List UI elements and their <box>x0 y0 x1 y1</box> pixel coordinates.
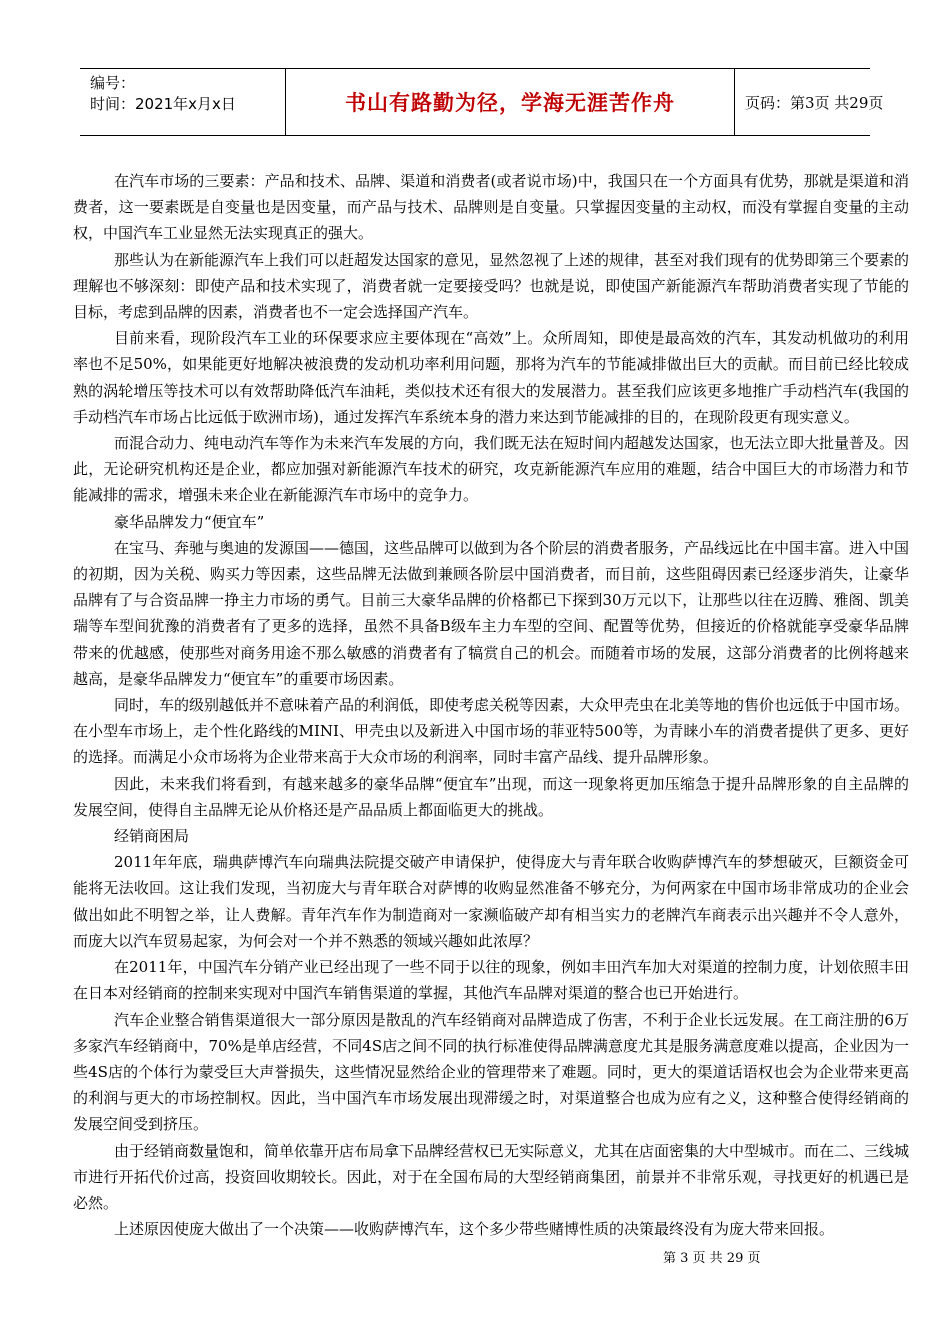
paragraph: 汽车企业整合销售渠道很大一部分原因是散乱的汽车经销商对品牌造成了伤害，不利于企业长远发展。在工商注册的6万多家汽车经销商中，70%是单店经营，不同4S店之间不同的执行标准使得品牌满意度尤其是服务满意度难以提高，企业因为一些4S店的个体行为蒙受巨大声誉损失，这些情况显然给企业的管理带来了难题。同时，更大的渠道话语权也会为企业带来更高的利润与更大的市场控制权。因此，当中国汽车市场发展出现滞缓之时，对渠道整合也成为应有之义，这种整合使得经销商的发展空间受到挤压。 <box>73 1010 909 1134</box>
paragraph: 在汽车市场的三要素：产品和技术、品牌、渠道和消费者(或者说市场)中，我国只在一个方面具有优势，那就是渠道和消费者，这一要素既是自变量也是因变量，而产品与技术、品牌则是自变量。只掌握因变量的主动权，而没有掌握自变量的主动权，中国汽车工业显然无法实现真正的强大。 <box>73 172 909 243</box>
header-info-cell <box>80 69 285 135</box>
header-number-label: 编号： <box>90 74 136 92</box>
header-page-label: 页码：第3页 共29页 <box>745 93 884 112</box>
document-body <box>73 168 909 1242</box>
paragraph: 而混合动力、纯电动汽车等作为未来汽车发展的方向，我们既无法在短时间内超越发达国家，也无法立即大批量普及。因此，无论研究机构还是企业，都应加强对新能源汽车技术的研究，攻克新能源汽车应用的难题，结合中国巨大的市场潜力和节能减排的需求，增强未来企业在新能源汽车市场中的竞争力。 <box>73 434 910 505</box>
section-heading: 豪华品牌发力“便宜车” <box>114 512 265 531</box>
paragraph: 目前来看，现阶段汽车工业的环保要求应主要体现在“高效”上。众所周知，即使是最高效的汽车，其发动机做功的利用率也不足50%，如果能更好地解决被浪费的发动机功率利用问题，那将为汽车的节能减排做出巨大的贡献。而目前已经比较成熟的涡轮增压等技术可以有效帮助降低汽车油耗，类似技术还有很大的发展潜力。甚至我们应该更多地推广手动档汽车(我国的手动档汽车市场占比远低于欧洲市场)，通过发挥汽车系统本身的潜力来达到节能减排的目的，在现阶段更有现实意义。 <box>73 329 909 426</box>
page-footer: 第 3 页 共 29 页 <box>663 1251 761 1266</box>
section-heading: 经销商困局 <box>114 827 190 846</box>
header-date-label: 时间：2021年x月x日 <box>90 95 236 113</box>
paragraph: 上述原因使庞大做出了一个决策——收购萨博汽车，这个多少带些赌博性质的决策最终没有为庞大带来回报。 <box>114 1220 835 1239</box>
paragraph: 因此，未来我们将看到，有越来越多的豪华品牌“便宜车”出现，而这一现象将更加压缩急于提升品牌形象的自主品牌的发展空间，使得自主品牌无论从价格还是产品品质上都面临更大的挑战。 <box>73 774 909 819</box>
paragraph: 在2011年，中国汽车分销产业已经出现了一些不同于以往的现象，例如丰田汽车加大对渠道的控制力度，计划依照丰田在日本对经销商的控制来实现对中国汽车销售渠道的掌握，其他汽车品牌对渠道的整合也已开始进行。 <box>73 958 909 1003</box>
paragraph: 由于经销商数量饱和，简单依靠开店布局拿下品牌经营权已无实际意义，尤其在店面密集的大中型城市。而在二、三线城市进行开拓代价过高，投资回收期较长。因此，对于在全国布局的大型经销商集团，前景并不非常乐观，寻找更好的机遇已是必然。 <box>73 1141 910 1212</box>
paragraph: 2011年年底，瑞典萨博汽车向瑞典法院提交破产申请保护，使得庞大与青年联合收购萨博汽车的梦想破灭，巨额资金可能将无法收回。这让我们发现，当初庞大与青年联合对萨博的收购显然准备不够充分，为何两家在中国市场非常成功的企业会做出如此不明智之举，让人费解。青年汽车作为制造商对一家濒临破产却有相当实力的老牌汽车商表示出兴趣并不令人意外，而庞大以汽车贸易起家，为何会对一个并不熟悉的领域兴趣如此浓厚？ <box>73 853 909 950</box>
paragraph: 在宝马、奔驰与奥迪的发源国——德国，这些品牌可以做到为各个阶层的消费者服务，产品线远比在中国丰富。进入中国的初期，因为关税、购买力等因素，这些品牌无法做到兼顾各阶层中国消费者，而目前，这些阻碍因素已经逐步消失，让豪华品牌有了与合资品牌一挣主力市场的勇气。目前三大豪华品牌的价格都已下探到30万元以下，让那些以往在迈腾、雅阁、凯美瑞等车型间犹豫的消费者有了更多的选择，虽然不具备B级车主力车型的空间、配置等优势，但接近的价格就能享受豪华品牌带来的优越感，使那些对商务用途不那么敏感的消费者有了犒赏自己的机会。而随着市场的发展，这部分消费者的比例将越来越高，是豪华品牌发力“便宜车”的重要市场因素。 <box>73 538 910 688</box>
header-motto: 书山有路勤为径，学海无涯苦作舟 <box>285 69 735 135</box>
paragraph: 那些认为在新能源汽车上我们可以赶超发达国家的意见，显然忽视了上述的规律，甚至对我们现有的优势即第三个要素的理解也不够深刻：即使产品和技术实现了，消费者就一定要接受吗？也就是说，即使国产新能源汽车帮助消费者实现了节能的目标，考虑到品牌的因素，消费者也不一定会选择国产汽车。 <box>73 250 910 322</box>
page-header <box>80 68 884 136</box>
paragraph: 同时，车的级别越低并不意味着产品的利润低，即使考虑关税等因素，大众甲壳虫在北美等地的售价也远低于中国市场。在小型车市场上，走个性化路线的MINI、甲壳虫以及新进入中国市场的菲亚特500等，为青睐小车的消费者提供了更多、更好的选择。而满足小众市场将为企业带来高于大众市场的利润率，同时丰富产品线、提升品牌形象。 <box>73 696 910 767</box>
